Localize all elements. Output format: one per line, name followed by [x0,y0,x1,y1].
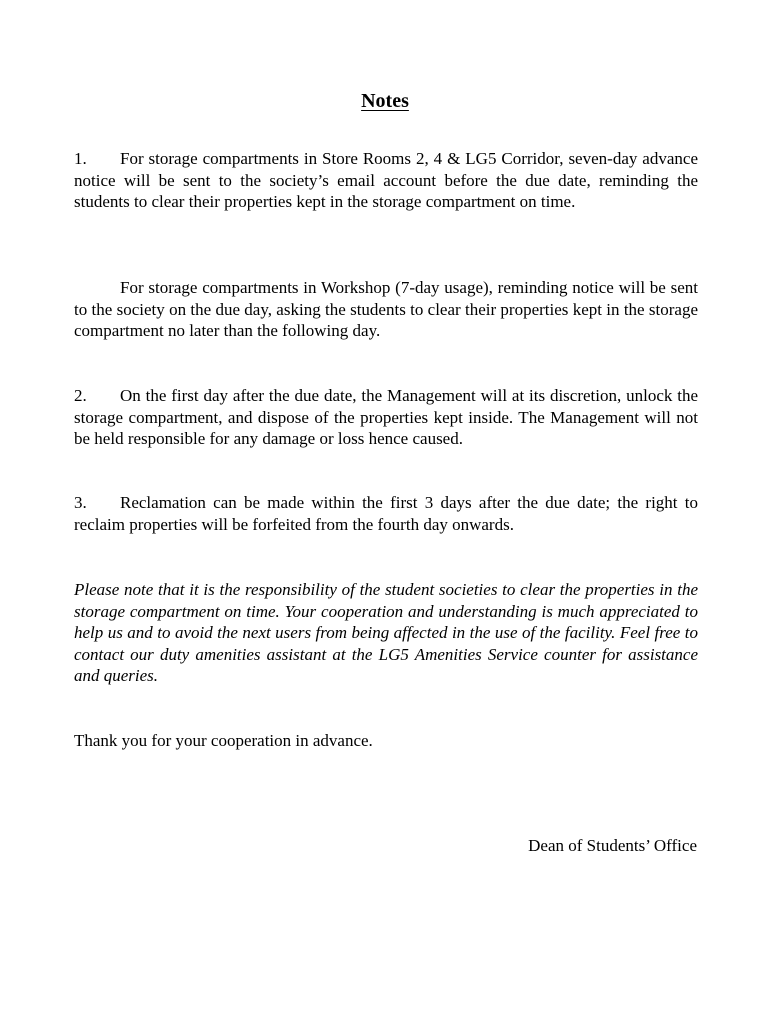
note-item-2 [74,385,698,450]
note-item-2-text: On the first day after the due date, the Management will at its discretion, unlock the storage compartment, and dispose of the properties kept inside. The Management will not be held responsible for any damage or loss hence caused. [74,386,698,448]
note-item-2-number: 2. [74,386,87,405]
note-item-3-text: Reclamation can be made within the first 3 days after the due date; the right to reclaim properties will be forfeited from the fourth day onwards. [74,493,698,534]
note-item-1-text: For storage compartments in Store Rooms 2, 4 & LG5 Corridor, seven-day advance notice will be sent to the society’s email account before the due date, reminding the students to clear their properties kept in the storage compartment on time. [74,149,698,211]
note-item-3-number: 3. [74,493,87,512]
note-item-3 [74,492,698,535]
note-item-1 [74,148,698,213]
responsibility-note: Please note that it is the responsibility of the student societies to clear the properties in the storage compartment on time. Your cooperation and understanding is much appreciated to help us and to avoid the next users from being affected in the use of the facility. Feel free to contact our duty amenities assistant at the LG5 Amenities Service counter for assistance and queries. [74,580,698,685]
note-item-1-continuation-text: For storage compartments in Workshop (7-day usage), reminding notice will be sent to the society on the due day, asking the students to clear their properties kept in the storage compartment no later than the following day. [74,278,698,340]
thank-you-line: Thank you for your cooperation in advance. [74,731,373,750]
page-title: Notes [361,90,409,112]
signature: Dean of Students’ Office [528,836,697,855]
note-item-1-continuation [74,277,698,342]
note-item-1-number: 1. [74,149,87,168]
